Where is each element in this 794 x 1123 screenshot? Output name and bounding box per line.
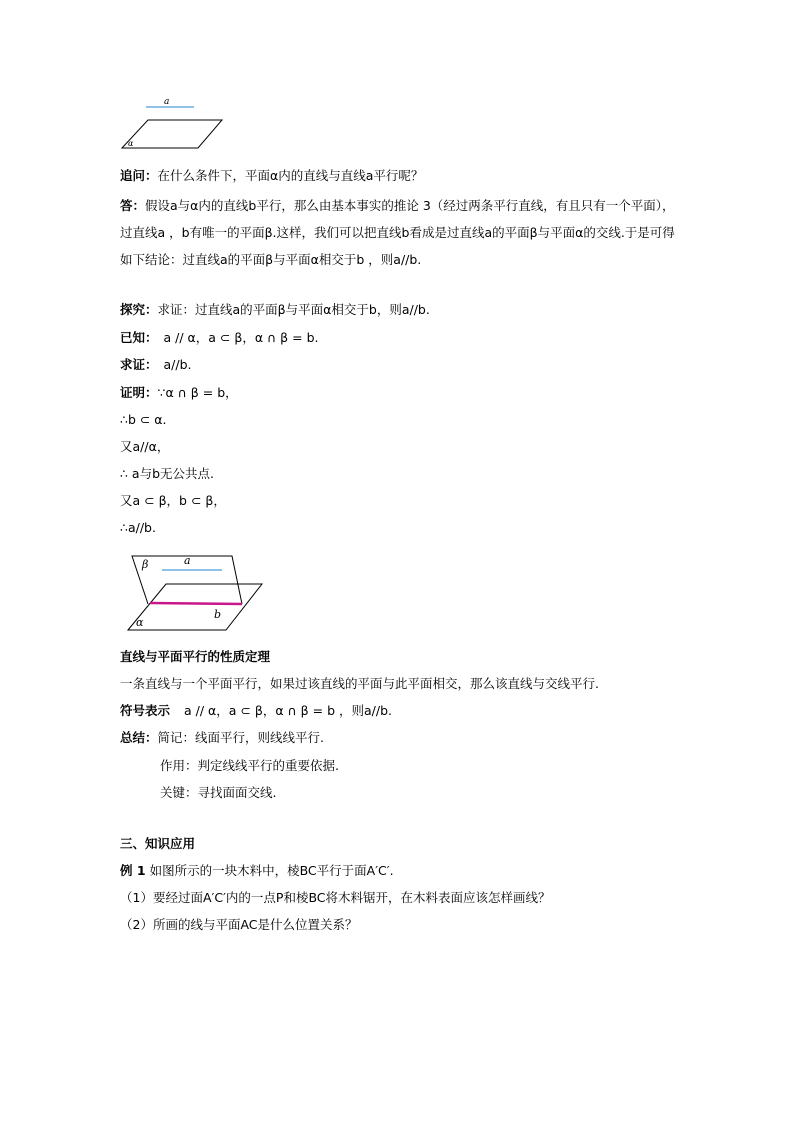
explore-text: 求证：过直线a的平面β与平面α相交于b，则a//b. (157, 302, 430, 317)
given-label: 已知： (120, 330, 158, 345)
given-line (120, 329, 318, 347)
plane-alpha (128, 584, 262, 630)
explore-label: 探究： (120, 302, 158, 317)
answer-text: 假设a与α内的直线b平行，那么由基本事实的推论 3（经过两条平行直线，有且只有一个平面），过直线a ，b有唯一的平面β.这样，我们可以把直线b看成是过直线a的平面β与平面α的交线.于是可得如下结论：过直线a的平面β与平面α相交于b ，则a//b. (120, 198, 675, 267)
figure-intersecting-planes (118, 548, 268, 636)
figure-line-above-plane (118, 92, 228, 152)
given-text: a // α，a ⊂ β，α ∩ β = b. (163, 330, 319, 345)
plane-alpha-label: α (128, 139, 134, 148)
beta-label: β (142, 558, 149, 571)
prove-text: a//b. (163, 357, 192, 372)
example-label: 例 1 (120, 863, 146, 878)
theorem-title: 直线与平面平行的性质定理 (120, 649, 271, 664)
a-label: a (184, 554, 191, 567)
followup-line (120, 167, 423, 185)
proof-step-5: 又a ⊂ β，b ⊂ β， (120, 493, 226, 508)
example-question-1: （1）要经过面A′C′内的一点P和棱BC将木料锯开，在木料表面应该怎样画线？ (120, 890, 551, 905)
proof-step-1: ∵α ∩ β = b， (157, 385, 238, 400)
plane-alpha (122, 120, 222, 148)
answer-label: 答： (120, 198, 146, 213)
section-title: 三、知识应用 (120, 836, 196, 851)
proof-line-1 (120, 384, 238, 402)
summary-use: 作用：判定线线平行的重要依据. (160, 758, 339, 773)
answer-paragraph (120, 192, 680, 273)
proof-step-6: ∴a//b. (120, 520, 156, 535)
symbol-line (120, 702, 392, 720)
prove-label: 求证： (120, 357, 158, 372)
intersection-line-b (150, 603, 242, 604)
summary-line-1 (120, 729, 324, 747)
summary-key: 关键：寻找面面交线. (160, 785, 277, 800)
proof-label: 证明： (120, 385, 158, 400)
line-a-label: a (164, 97, 170, 107)
followup-text: 在什么条件下，平面α内的直线与直线a平行呢？ (157, 168, 424, 183)
followup-label: 追问： (120, 168, 158, 183)
alpha-label: α (136, 616, 144, 629)
summary-label: 总结： (120, 730, 158, 745)
example-line (120, 862, 394, 880)
symbol-text: a // α，a ⊂ β，α ∩ β = b ，则a//b. (184, 703, 392, 718)
prove-line (120, 356, 192, 374)
proof-step-3: 又a//α， (120, 439, 170, 454)
b-label: b (214, 608, 222, 621)
symbol-label: 符号表示 (120, 703, 171, 718)
summary-brief: 简记：线面平行，则线线平行. (157, 730, 324, 745)
proof-step-4: ∴ a与b无公共点. (120, 466, 214, 481)
example-text: 如图所示的一块木料中，棱BC平行于面A′C′. (149, 863, 394, 878)
theorem-statement: 一条直线与一个平面平行，如果过该直线的平面与此平面相交，那么该直线与交线平行. (120, 676, 599, 691)
example-question-2: （2）所画的线与平面AC是什么位置关系？ (120, 917, 358, 932)
explore-line (120, 301, 430, 319)
proof-step-2: ∴b ⊂ α. (120, 412, 167, 427)
